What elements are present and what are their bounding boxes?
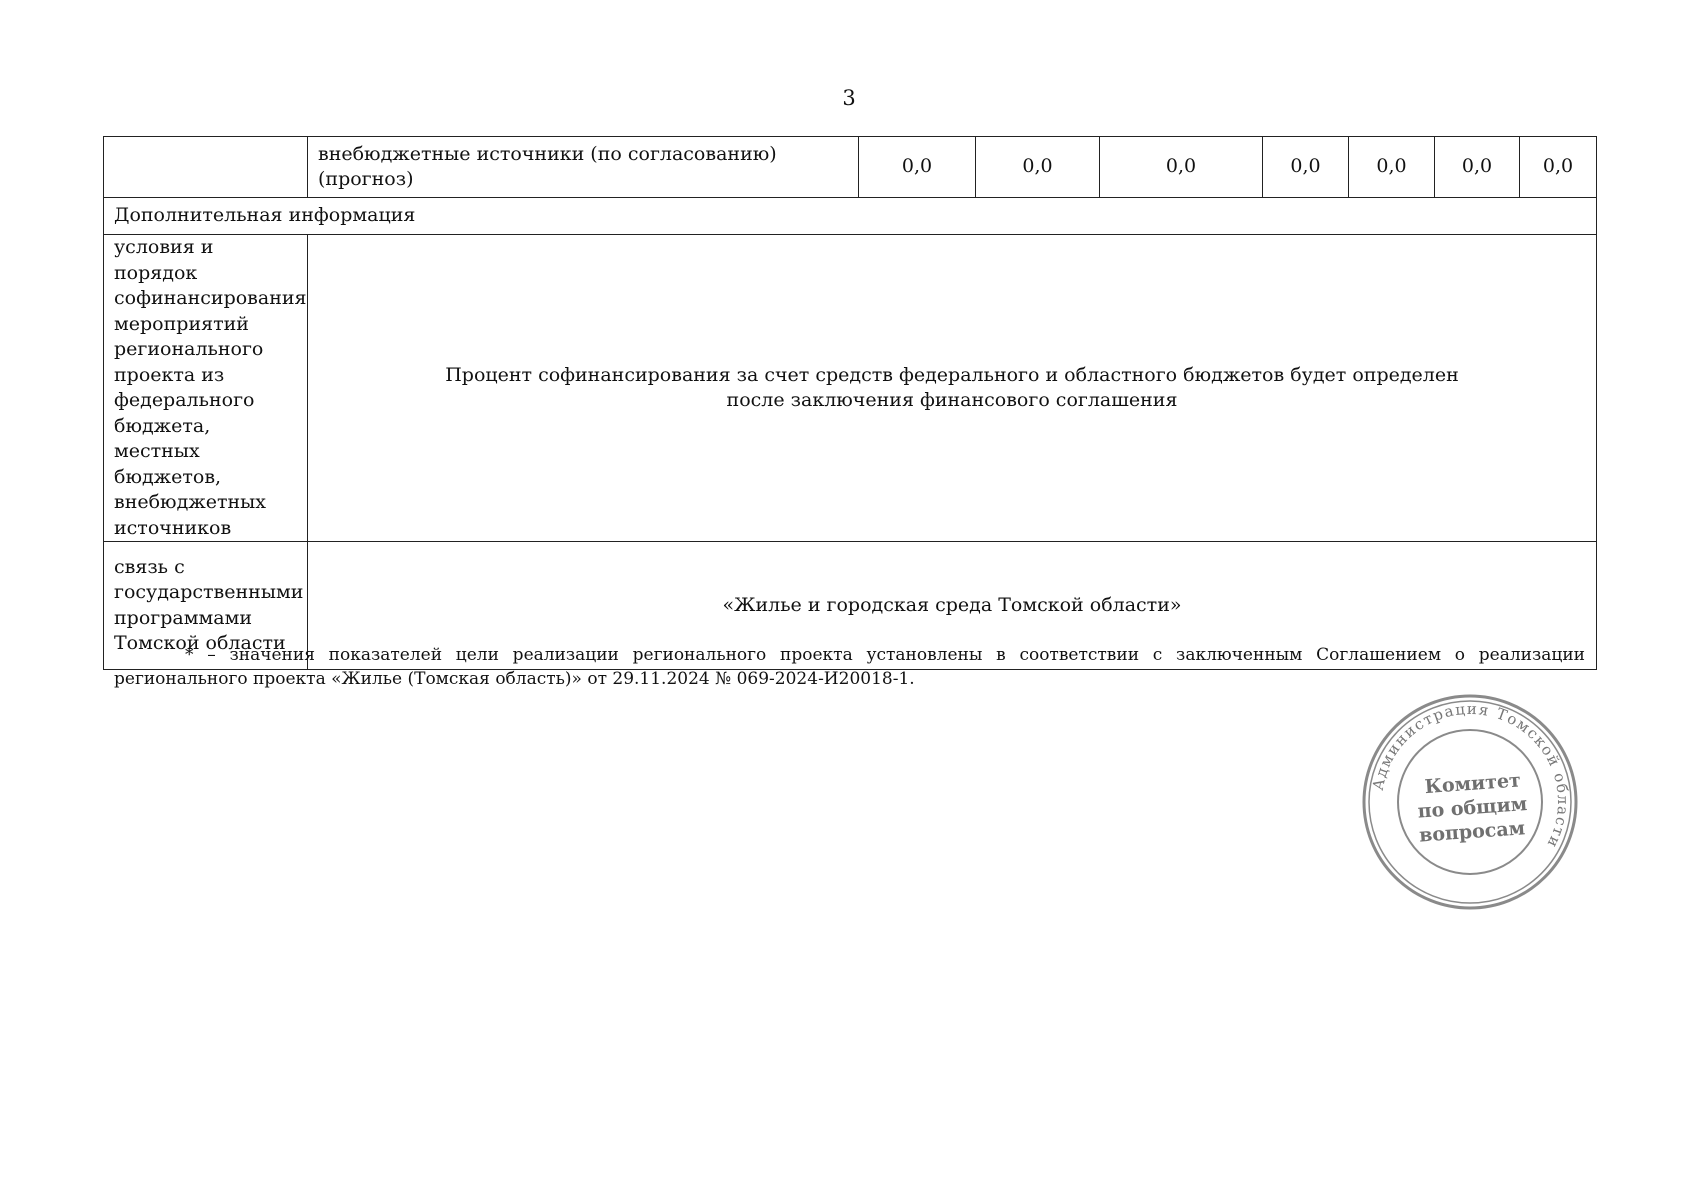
value-cell: 0,0	[1435, 137, 1520, 198]
footnote: * – значения показателей цели реализации регионального проекта установлены в соответствии с заключенным Соглашением о реализации регионального проекта «Жилье (Томская область)» от 29.11.2024 № 069-2024-И20018-1.	[114, 645, 1585, 689]
cofinancing-text-line1: Процент софинансирования за счет средств федерального и областного бюджетов будет определен	[445, 363, 1459, 386]
stamp-line-1: Комитет	[1423, 769, 1522, 799]
stamp-ring-text: Администрация Томской области	[1368, 699, 1573, 852]
value-cell: 0,0	[1263, 137, 1349, 198]
value-cell: 0,0	[1100, 137, 1263, 198]
cofinancing-label: условия и порядок софинансирования мероприятий регионального проекта из федерального бюджета, местных бюджетов, внебюджетных источников	[104, 235, 308, 542]
programs-label: связь с государственными программами Томской области	[104, 542, 308, 670]
cofinancing-text-line2: после заключения финансового соглашения	[726, 389, 1178, 411]
stamp-line-2: по общим	[1416, 793, 1528, 823]
table-row	[104, 198, 1597, 235]
table-row	[104, 137, 1597, 198]
value-cell: 0,0	[976, 137, 1100, 198]
project-table	[103, 136, 1597, 670]
page-number: 3	[842, 86, 856, 110]
table-row	[104, 235, 1597, 542]
programs-text: «Жилье и городская среда Томской области»	[308, 542, 1597, 670]
value-cell: 0,0	[1520, 137, 1597, 198]
sources-label: внебюджетные источники (по согласованию) (прогноз)	[308, 137, 859, 198]
value-cell: 0,0	[859, 137, 976, 198]
empty-cell	[104, 137, 308, 198]
cofinancing-text	[308, 235, 1597, 542]
value-cell: 0,0	[1349, 137, 1435, 198]
official-stamp	[1358, 690, 1582, 914]
additional-info-header: Дополнительная информация	[104, 198, 1597, 235]
stamp-line-3: вопросам	[1418, 817, 1526, 847]
